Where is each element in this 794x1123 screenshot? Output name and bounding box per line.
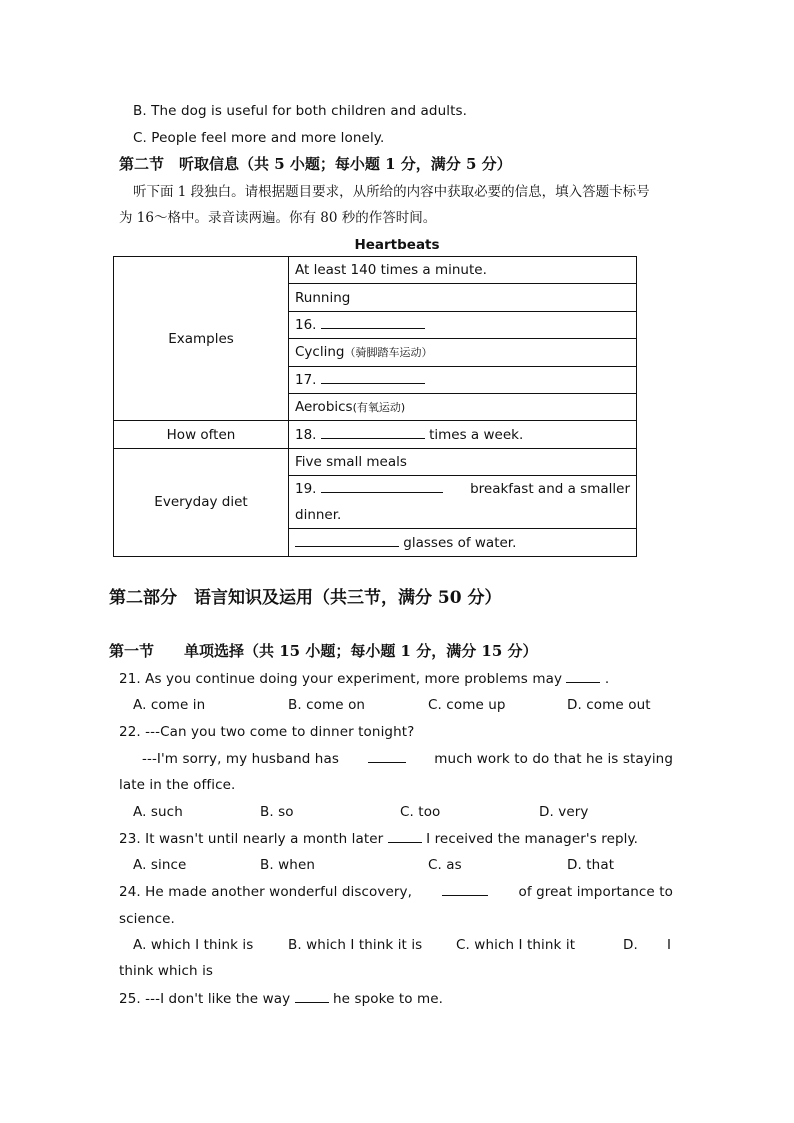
table-title: Heartbeats	[354, 237, 440, 253]
q21-option-a[interactable]: A. come in	[133, 697, 206, 713]
table-row-3	[289, 311, 637, 338]
q17-number: 17.	[295, 372, 317, 389]
table-row-5	[289, 366, 637, 393]
part2-heading: 第二部分 语言知识及运用（共三节，满分 50 分）	[109, 588, 502, 608]
q22-option-b[interactable]: B. so	[260, 804, 294, 820]
q21-blank[interactable]	[566, 670, 600, 683]
aerobics-text: Aerobics	[295, 399, 353, 416]
table-row-4	[289, 339, 637, 366]
q19-number: 19.	[295, 481, 317, 498]
q24-option-c[interactable]: C. which I think it	[456, 937, 576, 953]
q22-line3: late in the office.	[119, 777, 236, 793]
examples-label: Examples	[114, 257, 289, 421]
q25-stem: 25. ---I don't like the way he spoke to me.	[119, 991, 444, 1007]
table-row-6	[289, 393, 637, 420]
q16-blank[interactable]	[321, 316, 425, 329]
q23-blank[interactable]	[388, 830, 422, 843]
q23-option-d[interactable]: D. that	[567, 857, 615, 873]
q17-blank[interactable]	[321, 371, 425, 384]
heartbeats-table	[113, 256, 637, 557]
part2-section1-heading: 第一节 单项选择（共 15 小题；每小题 1 分，满分 15 分）	[109, 642, 538, 660]
q22-option-c[interactable]: C. too	[400, 804, 441, 820]
table-row-8: Five small meals	[289, 448, 637, 475]
q18-suffix: times a week.	[429, 427, 524, 444]
q16-number: 16.	[295, 317, 317, 334]
q22-line2: ---I'm sorry, my husband has much work to do that he is staying	[142, 751, 673, 767]
table-row-1: At least 140 times a minute.	[289, 257, 637, 284]
q21-option-d[interactable]: D. come out	[567, 697, 651, 713]
q19-continuation: dinner.	[295, 507, 342, 524]
how-often-label: How often	[114, 421, 289, 448]
section2-instruction-line2: 为 16～格中。录音读两遍。你有 80 秒的作答时间。	[119, 210, 437, 226]
table-row-7	[289, 421, 637, 448]
q23-stem: 23. It wasn't until nearly a month later I received the manager's reply.	[119, 831, 639, 847]
q24-option-d-text-start: I	[667, 937, 672, 953]
aerobics-note: (有氧运动)	[352, 401, 406, 415]
q19-blank[interactable]	[321, 480, 443, 493]
q25-blank[interactable]	[295, 990, 329, 1003]
table-row-2: Running	[289, 284, 637, 311]
q24-option-b[interactable]: B. which I think it is	[288, 937, 423, 953]
q24-option-d-text-cont: think which is	[119, 963, 214, 979]
section2-heading: 第二节 听取信息（共 5 小题；每小题 1 分，满分 5 分）	[119, 155, 512, 173]
q24-blank[interactable]	[442, 883, 488, 896]
q18-blank[interactable]	[321, 426, 425, 439]
q24-stem: 24. He made another wonderful discovery, of great importance to	[119, 884, 673, 900]
q21-option-b[interactable]: B. come on	[288, 697, 366, 713]
cycling-note: （骑脚踏车运动）	[344, 346, 433, 360]
q22-stem: 22. ---Can you two come to dinner tonight?	[119, 724, 415, 740]
q24-option-d-label[interactable]: D.	[623, 937, 638, 953]
q23-option-a[interactable]: A. since	[133, 857, 187, 873]
section2-instruction-line1: 听下面 1 段独白。请根据题目要求，从所给的内容中获取必要的信息，填入答题卡标号	[133, 184, 650, 200]
q22-option-d[interactable]: D. very	[539, 804, 589, 820]
q22-option-a[interactable]: A. such	[133, 804, 183, 820]
cycling-text: Cycling	[295, 344, 345, 361]
q20-blank[interactable]	[295, 534, 399, 547]
q20-suffix: glasses of water.	[403, 534, 517, 551]
q23-option-b[interactable]: B. when	[260, 857, 316, 873]
q23-option-c[interactable]: C. as	[428, 857, 462, 873]
diet-label: Everyday diet	[114, 448, 289, 556]
q22-blank[interactable]	[368, 750, 406, 763]
option-c-text: C. People feel more and more lonely.	[133, 130, 385, 146]
q21-stem: 21. As you continue doing your experiment, more problems may .	[119, 671, 610, 687]
table-row-10	[289, 529, 637, 556]
q24-option-a[interactable]: A. which I think is	[133, 937, 254, 953]
q19-suffix: breakfast and a smaller	[470, 481, 630, 498]
q21-option-c[interactable]: C. come up	[428, 697, 506, 713]
option-b-text: B. The dog is useful for both children and adults.	[133, 103, 467, 119]
q24-line2: science.	[119, 911, 175, 927]
table-row-9	[289, 476, 637, 529]
q18-number: 18.	[295, 427, 317, 444]
